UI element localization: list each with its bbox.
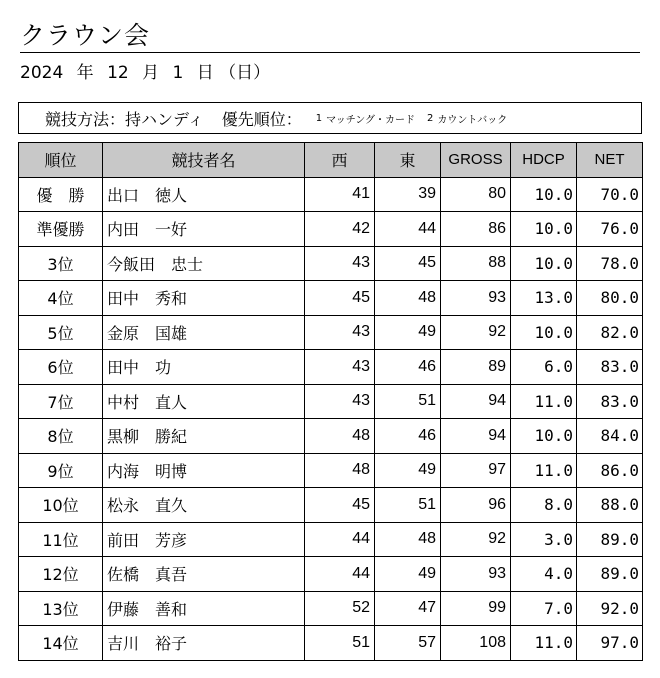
cell-east: 49 — [375, 453, 441, 488]
cell-rank: 6位 — [19, 350, 103, 385]
cell-west: 51 — [305, 626, 375, 661]
cell-name: 金原 国雄 — [103, 315, 305, 350]
cell-east: 48 — [375, 522, 441, 557]
table-row — [19, 626, 643, 661]
cell-gross: 94 — [441, 419, 511, 454]
cell-name: 松永 直久 — [103, 488, 305, 523]
cell-west: 52 — [305, 591, 375, 626]
table-row — [19, 453, 643, 488]
cell-gross: 94 — [441, 384, 511, 419]
cell-gross: 86 — [441, 212, 511, 247]
cell-gross: 108 — [441, 626, 511, 661]
table-row — [19, 488, 643, 523]
cell-rank: 12位 — [19, 557, 103, 592]
cell-rank: 14位 — [19, 626, 103, 661]
cell-rank: 8位 — [19, 419, 103, 454]
cell-gross: 92 — [441, 315, 511, 350]
cell-net: 83.0 — [577, 384, 643, 419]
table-row — [19, 281, 643, 316]
cell-west: 41 — [305, 177, 375, 212]
cell-rank: 11位 — [19, 522, 103, 557]
cell-net: 89.0 — [577, 557, 643, 592]
cell-rank: 13位 — [19, 591, 103, 626]
cell-hdcp: 11.0 — [511, 626, 577, 661]
cell-name: 内海 明博 — [103, 453, 305, 488]
cell-east: 46 — [375, 350, 441, 385]
table-row — [19, 246, 643, 281]
cell-west: 43 — [305, 315, 375, 350]
table-row — [19, 350, 643, 385]
cell-hdcp: 11.0 — [511, 384, 577, 419]
cell-name: 今飯田 忠士 — [103, 246, 305, 281]
header-hdcp: HDCP — [511, 143, 577, 178]
cell-rank: 準優勝 — [19, 212, 103, 247]
cell-west: 48 — [305, 419, 375, 454]
cell-gross: 99 — [441, 591, 511, 626]
table-row — [19, 522, 643, 557]
cell-rank: 5位 — [19, 315, 103, 350]
method-value: 持ハンディ — [125, 109, 204, 129]
page-title: クラウン会 — [20, 20, 640, 53]
cell-net: 88.0 — [577, 488, 643, 523]
priority-2-num: 2 — [427, 112, 434, 124]
cell-rank: 7位 — [19, 384, 103, 419]
cell-gross: 93 — [441, 281, 511, 316]
cell-rank: 優 勝 — [19, 177, 103, 212]
cell-name: 田中 功 — [103, 350, 305, 385]
cell-net: 92.0 — [577, 591, 643, 626]
priority-2: カウントバック — [437, 114, 508, 126]
cell-hdcp: 3.0 — [511, 522, 577, 557]
cell-net: 78.0 — [577, 246, 643, 281]
cell-rank: 10位 — [19, 488, 103, 523]
cell-west: 44 — [305, 522, 375, 557]
cell-name: 伊藤 善和 — [103, 591, 305, 626]
cell-west: 42 — [305, 212, 375, 247]
table-row — [19, 315, 643, 350]
priority-label: 優先順位： — [221, 109, 302, 129]
cell-east: 45 — [375, 246, 441, 281]
cell-east: 44 — [375, 212, 441, 247]
priority-1-num: 1 — [315, 112, 323, 124]
cell-name: 内田 一好 — [103, 212, 305, 247]
cell-name: 田中 秀和 — [103, 281, 305, 316]
cell-hdcp: 10.0 — [511, 177, 577, 212]
cell-east: 39 — [375, 177, 441, 212]
date-day-unit: 日 — [196, 63, 214, 83]
cell-gross: 97 — [441, 453, 511, 488]
cell-west: 43 — [305, 246, 375, 281]
cell-net: 76.0 — [577, 212, 643, 247]
cell-gross: 93 — [441, 557, 511, 592]
cell-west: 45 — [305, 488, 375, 523]
date-month-unit: 月 — [142, 63, 160, 83]
cell-rank: 4位 — [19, 281, 103, 316]
cell-hdcp: 10.0 — [511, 212, 577, 247]
header-gross: GROSS — [441, 143, 511, 178]
cell-hdcp: 10.0 — [511, 419, 577, 454]
cell-rank: 9位 — [19, 453, 103, 488]
table-row — [19, 419, 643, 454]
cell-west: 43 — [305, 350, 375, 385]
cell-west: 48 — [305, 453, 375, 488]
cell-hdcp: 4.0 — [511, 557, 577, 592]
cell-gross: 88 — [441, 246, 511, 281]
cell-hdcp: 6.0 — [511, 350, 577, 385]
cell-name: 前田 芳彦 — [103, 522, 305, 557]
cell-net: 82.0 — [577, 315, 643, 350]
cell-east: 57 — [375, 626, 441, 661]
cell-net: 80.0 — [577, 281, 643, 316]
date-day: 1 — [172, 63, 184, 83]
date-month: 12 — [107, 63, 129, 83]
date-year-unit: 年 — [76, 63, 94, 83]
priority-1: マッチング・カード — [326, 114, 416, 126]
cell-west: 43 — [305, 384, 375, 419]
cell-rank: 3位 — [19, 246, 103, 281]
date-year: 2024 — [20, 63, 64, 83]
cell-net: 89.0 — [577, 522, 643, 557]
cell-name: 中村 直人 — [103, 384, 305, 419]
competition-method-box — [18, 102, 642, 134]
cell-name: 吉川 裕子 — [103, 626, 305, 661]
cell-east: 49 — [375, 557, 441, 592]
cell-name: 黒柳 勝紀 — [103, 419, 305, 454]
cell-hdcp: 11.0 — [511, 453, 577, 488]
event-date — [20, 60, 270, 86]
cell-east: 49 — [375, 315, 441, 350]
header-west: 西 — [305, 143, 375, 178]
cell-net: 70.0 — [577, 177, 643, 212]
cell-east: 51 — [375, 488, 441, 523]
cell-gross: 80 — [441, 177, 511, 212]
table-header-row — [19, 143, 643, 178]
cell-west: 45 — [305, 281, 375, 316]
table-row — [19, 557, 643, 592]
cell-hdcp: 7.0 — [511, 591, 577, 626]
cell-east: 46 — [375, 419, 441, 454]
cell-hdcp: 10.0 — [511, 315, 577, 350]
results-table — [18, 142, 643, 661]
cell-net: 86.0 — [577, 453, 643, 488]
cell-gross: 89 — [441, 350, 511, 385]
cell-west: 44 — [305, 557, 375, 592]
header-net: NET — [577, 143, 643, 178]
cell-net: 84.0 — [577, 419, 643, 454]
header-east: 東 — [375, 143, 441, 178]
date-weekday: （日） — [219, 63, 271, 83]
table-row — [19, 591, 643, 626]
cell-hdcp: 10.0 — [511, 246, 577, 281]
cell-gross: 92 — [441, 522, 511, 557]
header-name: 競技者名 — [103, 143, 305, 178]
table-row — [19, 177, 643, 212]
cell-net: 83.0 — [577, 350, 643, 385]
cell-net: 97.0 — [577, 626, 643, 661]
table-row — [19, 212, 643, 247]
cell-gross: 96 — [441, 488, 511, 523]
cell-name: 出口 徳人 — [103, 177, 305, 212]
method-label: 競技方法： — [45, 109, 126, 129]
cell-hdcp: 13.0 — [511, 281, 577, 316]
table-row — [19, 384, 643, 419]
cell-east: 51 — [375, 384, 441, 419]
cell-hdcp: 8.0 — [511, 488, 577, 523]
cell-east: 47 — [375, 591, 441, 626]
cell-east: 48 — [375, 281, 441, 316]
cell-name: 佐橋 真吾 — [103, 557, 305, 592]
header-rank: 順位 — [19, 143, 103, 178]
